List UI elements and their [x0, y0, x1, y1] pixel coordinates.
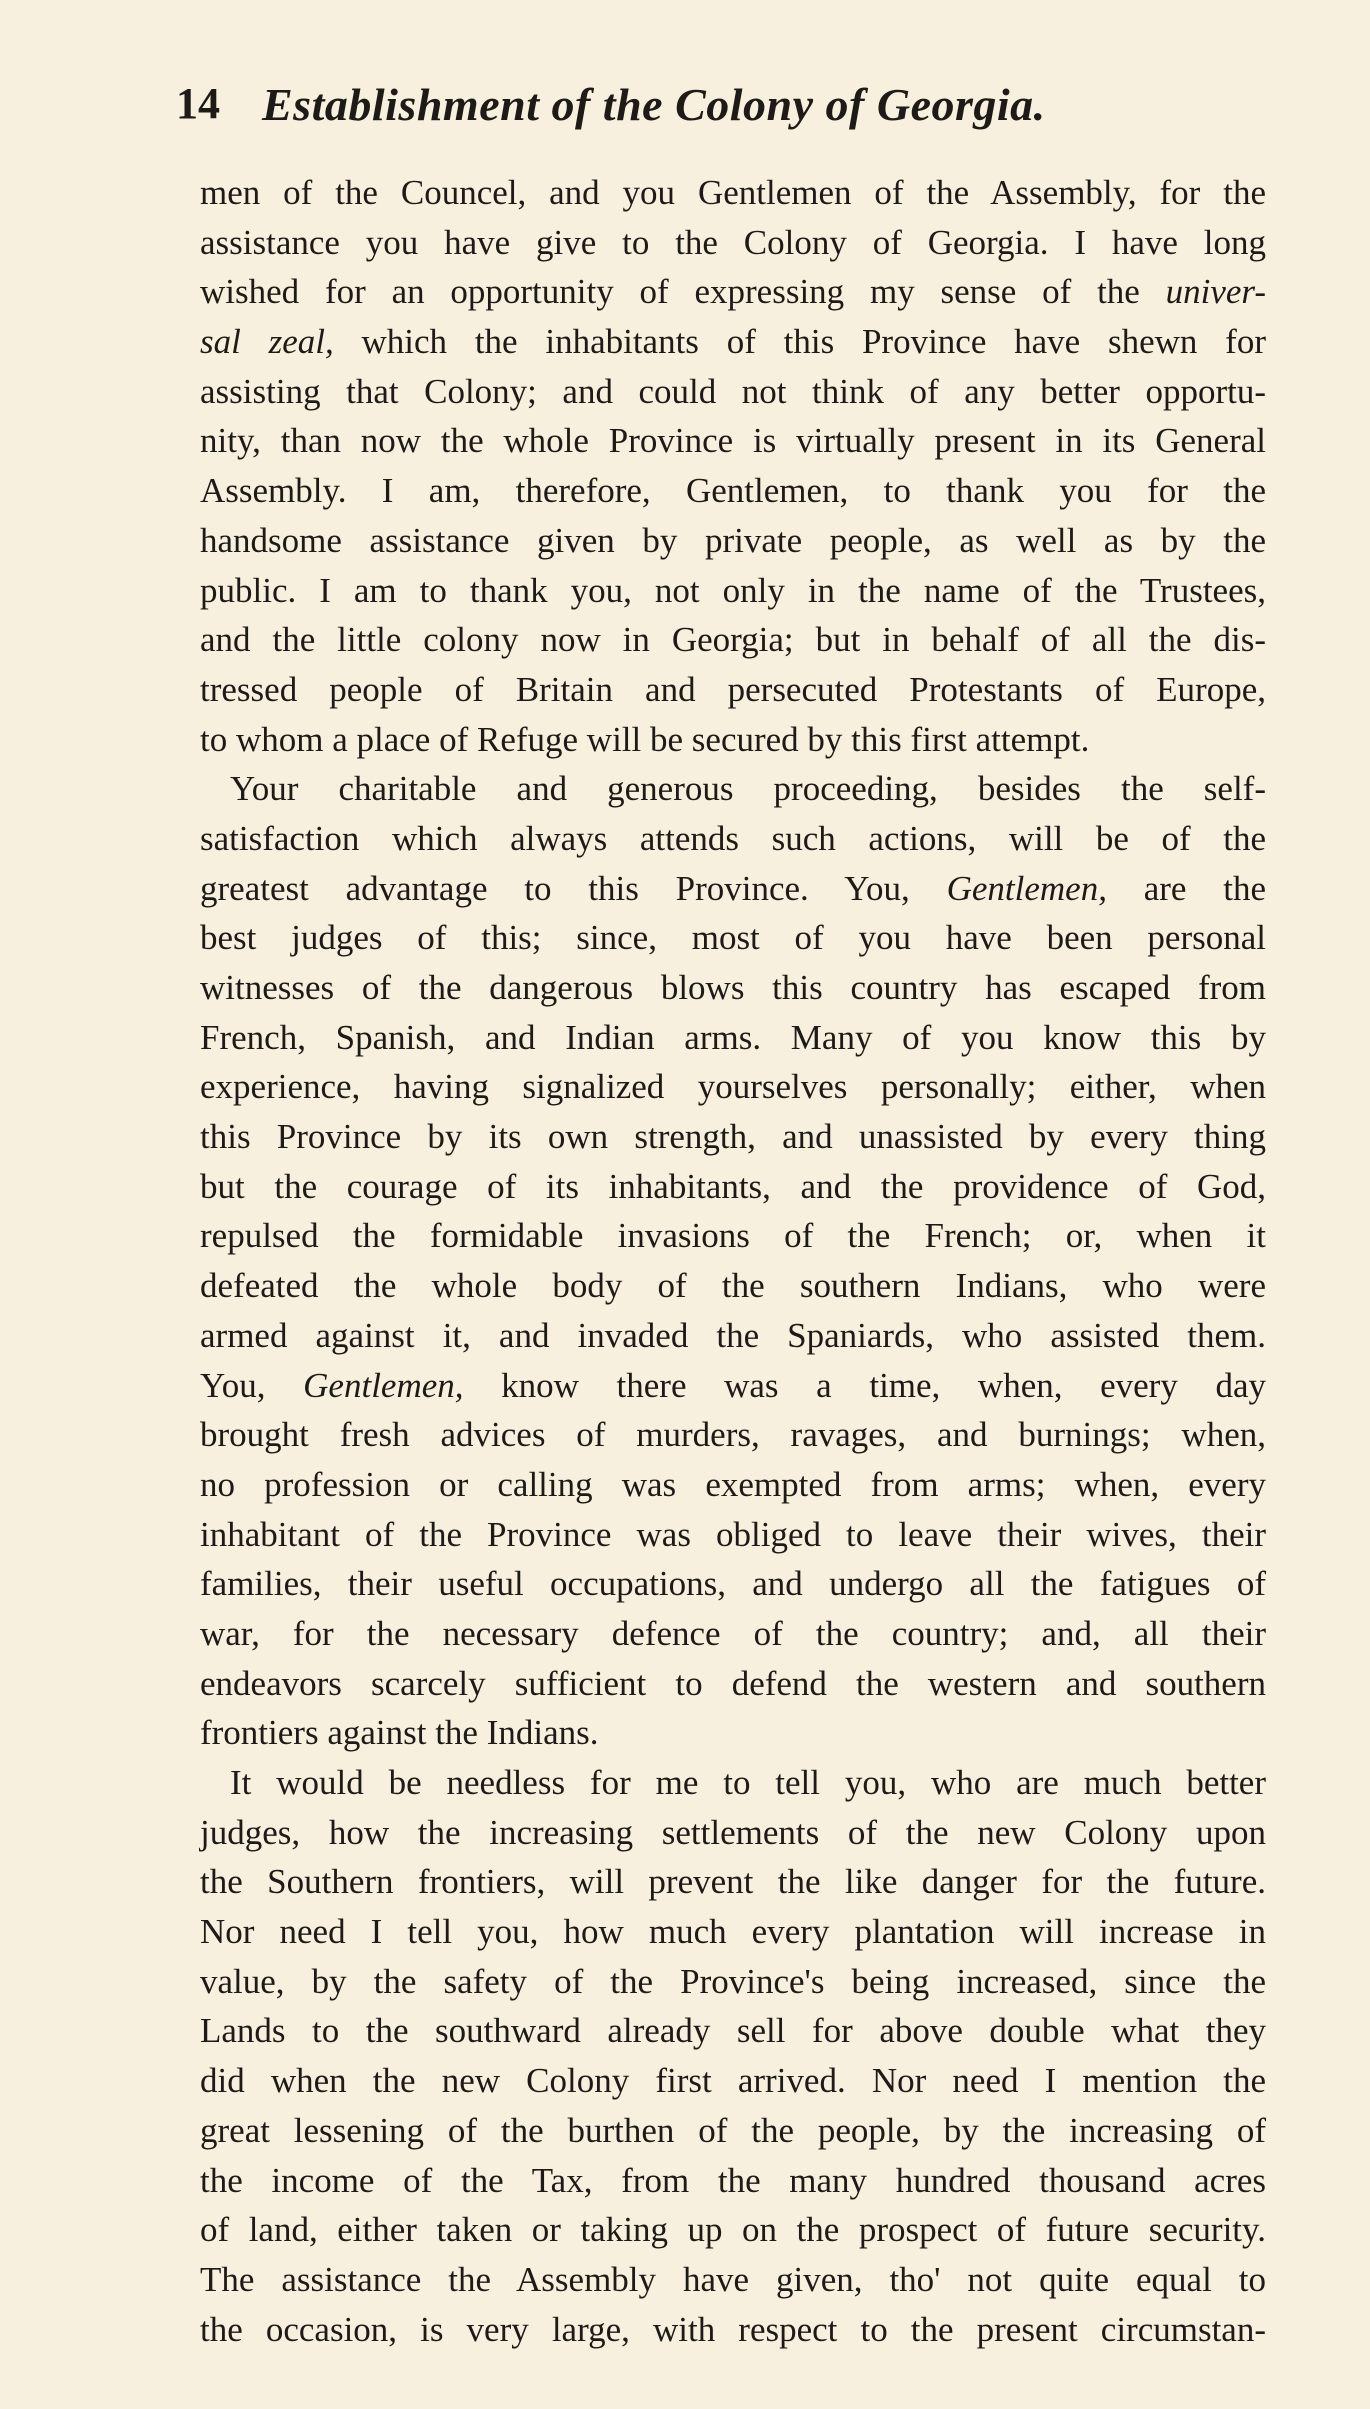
text-line: [200, 218, 1266, 268]
text-line: [200, 416, 1266, 466]
text-segment: assistance you have give to the Colony of Georgia. I have long: [200, 222, 1266, 262]
text-segment: families, their useful occupations, and undergo all the fatigues of: [200, 1564, 1266, 1604]
text-line: [200, 814, 1266, 864]
text-segment: The assistance the Assembly have given, tho' not quite equal to: [200, 2259, 1266, 2299]
text-line: [200, 913, 1266, 963]
text-line: [200, 1758, 1266, 1808]
text-segment: to whom a place of Refuge will be secured by this first attempt.: [200, 719, 1090, 759]
text-line: [200, 566, 1266, 616]
text-segment: wished for an opportunity of expressing my sense of the: [200, 272, 1166, 312]
text-line: [200, 516, 1266, 566]
text-segment: armed against it, and invaded the Spaniards, who assisted them.: [200, 1315, 1266, 1355]
text-segment: this Province by its own strength, and unassisted by every thing: [200, 1117, 1266, 1157]
text-line: [200, 1013, 1266, 1063]
text-segment: war, for the necessary defence of the country; and, all their: [200, 1613, 1266, 1653]
text-segment: the income of the Tax, from the many hundred thousand acres: [200, 2160, 1266, 2200]
text-line: [200, 1907, 1266, 1957]
text-line: [200, 1559, 1266, 1609]
text-line: [200, 1708, 1266, 1758]
text-line: [200, 1410, 1266, 1460]
text-segment: which the inhabitants of this Province have shewn for: [333, 322, 1266, 362]
text-segment: public. I am to thank you, not only in the name of the Trustees,: [200, 570, 1266, 610]
text-line: [200, 1112, 1266, 1162]
text-line: [200, 1261, 1266, 1311]
text-line: [200, 1311, 1266, 1361]
text-segment: endeavors scarcely sufficient to defend the western and southern: [200, 1663, 1266, 1703]
text-segment: men of the Councel, and you Gentlemen of the Assembly, for the: [200, 173, 1266, 212]
italic-text: univer-: [1165, 272, 1266, 312]
text-line: [200, 317, 1266, 367]
text-line: [200, 963, 1266, 1013]
text-segment: greatest advantage to this Province. You,: [200, 868, 947, 908]
text-segment: Nor need I tell you, how much every plantation will increase in: [200, 1912, 1266, 1952]
text-segment: great lessening of the burthen of the people, by the increasing of: [200, 2110, 1266, 2150]
text-segment: It would be needless for me to tell you, who are much better: [230, 1763, 1266, 1802]
text-line: [200, 1361, 1266, 1411]
text-segment: nity, than now the whole Province is virtually present in its General: [200, 421, 1266, 461]
text-line: [200, 2106, 1266, 2156]
text-segment: the Southern frontiers, will prevent the like danger for the future.: [200, 1862, 1266, 1902]
text-segment: judges, how the increasing settlements of the new Colony upon: [200, 1812, 1266, 1852]
text-line: [200, 864, 1266, 914]
text-segment: did when the new Colony first arrived. Nor need I mention the: [200, 2061, 1266, 2101]
text-line: [200, 1659, 1266, 1709]
text-segment: the occasion, is very large, with respect to the present circumstan-: [200, 2309, 1266, 2349]
text-line: [200, 466, 1266, 516]
text-line: [200, 665, 1266, 715]
text-segment: Assembly. I am, therefore, Gentlemen, to thank you for the: [200, 471, 1266, 511]
text-segment: handsome assistance given by private people, as well as by the: [200, 520, 1266, 560]
text-segment: French, Spanish, and Indian arms. Many of you know this by: [200, 1017, 1266, 1057]
text-segment: no profession or calling was exempted from arms; when, every: [200, 1464, 1266, 1504]
text-segment: but the courage of its inhabitants, and the providence of God,: [200, 1166, 1266, 1206]
text-segment: brought fresh advices of murders, ravages, and burnings; when,: [200, 1415, 1266, 1455]
italic-text: Gentlemen,: [303, 1365, 464, 1405]
text-segment: assisting that Colony; and could not think of any better opportu-: [200, 371, 1266, 411]
text-line: [200, 367, 1266, 417]
text-line: [200, 1211, 1266, 1261]
text-segment: inhabitant of the Province was obliged to leave their wives, their: [200, 1514, 1266, 1554]
text-line: [200, 1510, 1266, 1560]
text-line: [200, 267, 1266, 317]
text-line: [200, 715, 1266, 765]
running-header: [176, 78, 1176, 138]
text-segment: value, by the safety of the Province's being increased, since the: [200, 1961, 1266, 2001]
text-line: [200, 2056, 1266, 2106]
text-segment: best judges of this; since, most of you have been personal: [200, 918, 1266, 958]
italic-text: Gentlemen,: [946, 868, 1107, 908]
text-line: [200, 1957, 1266, 2007]
text-segment: and the little colony now in Georgia; but in behalf of all the dis-: [200, 620, 1266, 660]
text-line: [200, 1062, 1266, 1112]
text-line: [200, 1857, 1266, 1907]
italic-text: sal zeal,: [200, 322, 334, 362]
text-segment: experience, having signalized yourselves personally; either, when: [200, 1067, 1266, 1107]
text-segment: Lands to the southward already sell for above double what they: [200, 2011, 1266, 2051]
text-line: [200, 2255, 1266, 2305]
text-line: [200, 1808, 1266, 1858]
text-line: [200, 1460, 1266, 1510]
text-line: [200, 764, 1266, 814]
text-segment: repulsed the formidable invasions of the French; or, when it: [200, 1216, 1266, 1256]
text-segment: of land, either taken or taking up on the prospect of future security.: [200, 2210, 1266, 2250]
text-line: [200, 1609, 1266, 1659]
running-title: Establishment of the Colony of Georgia.: [262, 79, 1046, 130]
text-line: [200, 2156, 1266, 2206]
text-line: [200, 1162, 1266, 1212]
text-line: [200, 615, 1266, 665]
text-segment: know there was a time, when, every day: [463, 1365, 1266, 1405]
text-line: [200, 2006, 1266, 2056]
text-line: [200, 168, 1266, 218]
text-segment: are the: [1106, 868, 1267, 908]
text-segment: frontiers against the Indians.: [200, 1713, 599, 1753]
page-number: 14: [176, 79, 220, 128]
text-segment: tressed people of Britain and persecuted Protestants of Europe,: [200, 669, 1266, 709]
text-segment: satisfaction which always attends such actions, will be of the: [200, 818, 1266, 858]
text-segment: witnesses of the dangerous blows this country has escaped from: [200, 968, 1266, 1007]
body-text: [200, 168, 1266, 2354]
text-segment: Your charitable and generous proceeding, besides the self-: [230, 769, 1266, 809]
text-segment: You,: [200, 1365, 304, 1405]
text-segment: defeated the whole body of the southern Indians, who were: [200, 1266, 1266, 1306]
text-line: [200, 2205, 1266, 2255]
text-line: [200, 2305, 1266, 2355]
